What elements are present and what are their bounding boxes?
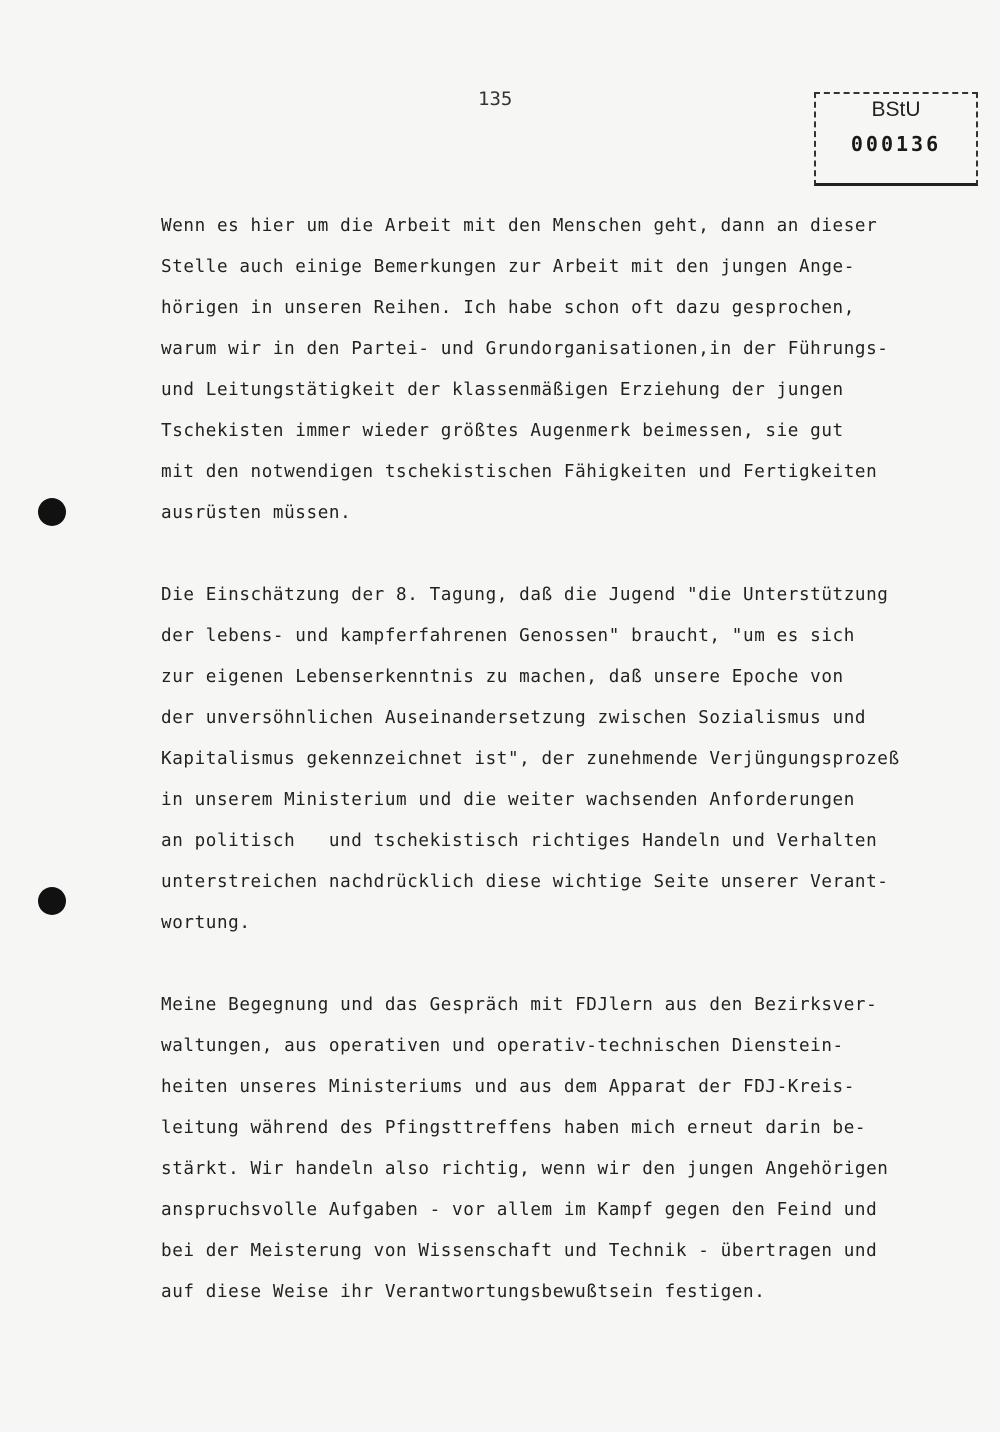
text-line: waltungen, aus operativen und operativ-technischen Dienstein- xyxy=(161,1036,844,1056)
paragraph xyxy=(161,575,961,944)
text-line: anspruchsvolle Aufgaben - vor allem im Kampf gegen den Feind und xyxy=(161,1200,878,1220)
text-line: stärkt. Wir handeln also richtig, wenn wir den jungen Angehörigen xyxy=(161,1159,889,1179)
punch-hole-icon xyxy=(38,887,66,915)
text-line: heiten unseres Ministeriums und aus dem Apparat der FDJ-Kreis- xyxy=(161,1077,855,1097)
text-line: auf diese Weise ihr Verantwortungsbewußtsein festigen. xyxy=(161,1282,766,1302)
paragraph-gap xyxy=(161,534,961,575)
stamp-title: BStU xyxy=(871,98,921,121)
text-line: der unversöhnlichen Auseinandersetzung zwischen Sozialismus und xyxy=(161,708,867,728)
text-line: warum wir in den Partei- und Grundorganisationen,in der Führungs- xyxy=(161,339,889,359)
text-line: zur eigenen Lebenserkenntnis zu machen, daß unsere Epoche von xyxy=(161,667,844,687)
paragraph-gap xyxy=(161,944,961,985)
text-line: der lebens- und kampferfahrenen Genossen" braucht, "um es sich xyxy=(161,626,855,646)
text-line: Tschekisten immer wieder größtes Augenmerk beimessen, sie gut xyxy=(161,421,844,441)
text-line: bei der Meisterung von Wissenschaft und Technik - übertragen und xyxy=(161,1241,878,1261)
text-line: mit den notwendigen tschekistischen Fähigkeiten und Fertigkeiten xyxy=(161,462,878,482)
text-line: Stelle auch einige Bemerkungen zur Arbeit mit den jungen Ange- xyxy=(161,257,855,277)
document-body xyxy=(161,206,961,1313)
text-line: Wenn es hier um die Arbeit mit den Menschen geht, dann an dieser xyxy=(161,216,878,236)
text-line: wortung. xyxy=(161,913,251,933)
paragraph xyxy=(161,206,961,534)
text-line: ausrüsten müssen. xyxy=(161,503,352,523)
text-line: Meine Begegnung und das Gespräch mit FDJlern aus den Bezirksver- xyxy=(161,995,878,1015)
text-line: und Leitungstätigkeit der klassenmäßigen Erziehung der jungen xyxy=(161,380,844,400)
text-line: Die Einschätzung der 8. Tagung, daß die Jugend "die Unterstützung xyxy=(161,585,889,605)
page-number: 135 xyxy=(478,88,513,110)
punch-hole-icon xyxy=(38,498,66,526)
text-line: in unserem Ministerium und die weiter wachsenden Anforderungen xyxy=(161,790,855,810)
text-line: Kapitalismus gekennzeichnet ist", der zunehmende Verjüngungsprozeß xyxy=(161,749,900,769)
text-line: an politisch und tschekistisch richtiges Handeln und Verhalten xyxy=(161,831,878,851)
paragraph xyxy=(161,985,961,1313)
text-line: leitung während des Pfingsttreffens haben mich erneut darin be- xyxy=(161,1118,867,1138)
archive-stamp xyxy=(814,92,978,186)
text-line: hörigen in unseren Reihen. Ich habe schon oft dazu gesprochen, xyxy=(161,298,855,318)
stamp-number: 000136 xyxy=(850,132,942,156)
text-line: unterstreichen nachdrücklich diese wichtige Seite unserer Verant- xyxy=(161,872,889,892)
